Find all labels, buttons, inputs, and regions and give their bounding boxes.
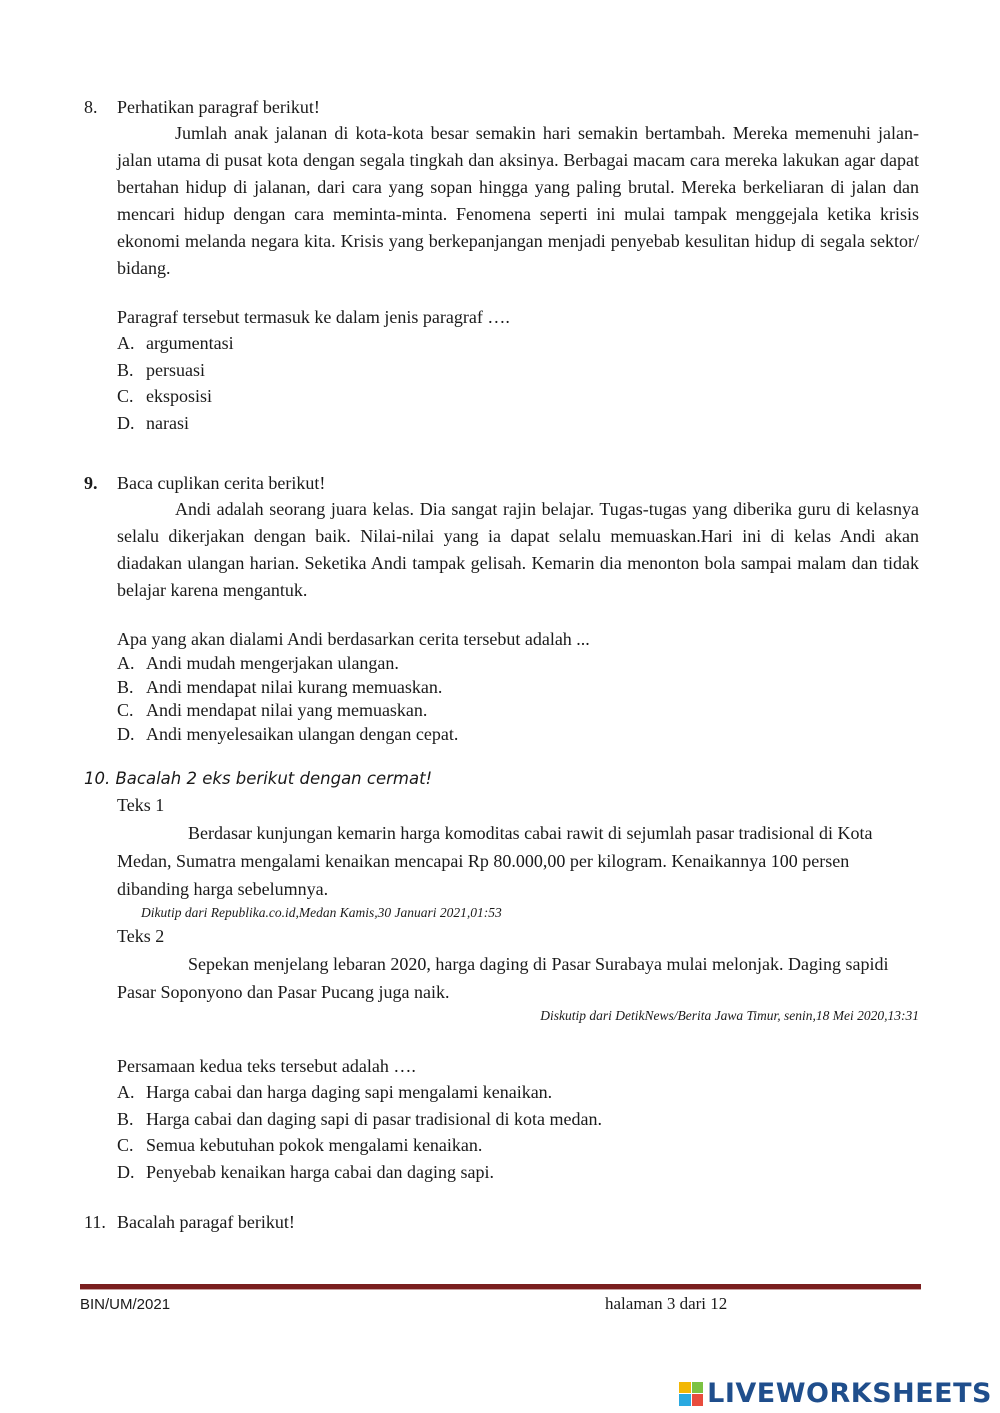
option-text: Semua kebutuhan pokok mengalami kenaikan. [146,1135,483,1155]
teks-1-label: Teks 1 [117,795,165,815]
option-letter: D. [117,723,135,744]
option-letter: B. [117,1108,134,1129]
option-b[interactable] [117,1106,919,1133]
question-number: 9. [84,473,98,493]
question-8 [84,94,919,436]
option-a[interactable] [117,1079,919,1106]
option-text: Andi mudah mengerjakan ulangan. [146,653,399,673]
option-letter: C. [117,700,134,720]
question-9-paragraph: Andi adalah seorang juara kelas. Dia sangat rajin belajar. Tugas-tugas yang diberika guru di kelasnya selalu dikerjakan dengan baik. Nilai-nilai yang ia dapat selalu memuaskan.Hari ini di kelas Andi akan diadakan ulangan harian. Seketika Andi tampak gelisah. Kemarin dia menonton bola sampai malam dan tidak belajar karena mengantuk. [117,499,919,600]
option-a[interactable] [117,652,919,676]
option-text: narasi [146,412,189,433]
option-c[interactable] [117,1132,919,1159]
question-number: 8. [84,97,98,117]
option-text: Harga cabai dan harga daging sapi mengalami kenaikan. [146,1082,553,1102]
option-letter: B. [117,359,134,380]
liveworksheets-logo-icon [679,1382,703,1406]
question-8-prompt: Paragraf tersebut termasuk ke dalam jenis paragraf …. [117,307,510,327]
question-instruction: Bacalah paragaf berikut! [117,1212,295,1232]
option-letter: A. [117,333,135,353]
question-8-heading [84,94,919,120]
option-d[interactable] [117,1159,919,1186]
option-d[interactable] [117,723,919,747]
option-letter: C. [117,386,134,406]
footer-code: BIN/UM/2021 [80,1296,171,1313]
option-text: eksposisi [146,386,213,406]
option-letter: D. [117,412,135,433]
question-8-options [117,330,919,436]
option-text: Penyebab kenaikan harga cabai dan daging sapi. [146,1161,495,1182]
option-letter: C. [117,1135,134,1155]
option-c[interactable] [117,699,919,723]
option-b[interactable] [117,357,919,384]
footer-page-number: halaman 3 dari 12 [605,1294,728,1313]
teks-2-label: Teks 2 [117,926,165,946]
option-letter: A. [117,653,135,673]
teks-1-source: Dikutip dari Republika.co.id,Medan Kamis,30 Januari 2021,01:53 [141,905,502,920]
option-text: Harga cabai dan daging sapi di pasar tradisional di kota medan. [146,1108,603,1129]
option-text: Andi menyelesaikan ulangan dengan cepat. [146,723,459,744]
question-9-options [117,652,919,746]
question-8-paragraph: Jumlah anak jalanan di kota-kota besar semakin hari semakin bertambah. Mereka memenuhi jalan-jalan utama di pusat kota dengan segala tingkah dan aksinya. Berbagai macam cara mereka lakukan agar dapat bertahan hidup di jalanan, dari cara yang sopan hingga yang paling brutal. Mereka berkeliaran di jalan dan mencari hidup dengan cara meminta-minta. Fenomena seperti ini mulai tampak menggejala ketika krisis ekonomi melanda negara kita. Krisis yang berkepanjangan menjadi penyebab kesulitan hidup di segala sektor/ bidang. [117,123,919,278]
teks-1-body: Berdasar kunjungan kemarin harga komoditas cabai rawit di sejumlah pasar tradisional di Kota Medan, Sumatra mengalami kenaikan mencapai Rp 80.000,00 per kilogram. Kenaikannya 100 persen dibanding harga sebelumnya. [117,823,873,899]
question-10-heading: 10. Bacalah 2 eks berikut dengan cermat! [84,769,433,788]
option-letter: A. [117,1082,135,1102]
teks-2-source: Diskutip dari DetikNews/Berita Jawa Timur, senin,18 Mei 2020,13:31 [540,1008,919,1023]
question-number: 11. [84,1212,106,1232]
option-letter: B. [117,676,134,697]
option-text: Andi mendapat nilai yang memuaskan. [146,700,428,720]
option-a[interactable] [117,330,919,357]
teks-2-body: Sepekan menjelang lebaran 2020, harga daging di Pasar Surabaya mulai melonjak. Daging sapidi Pasar Soponyono dan Pasar Pucang juga naik. [117,954,889,1002]
option-text: Andi mendapat nilai kurang memuaskan. [146,676,443,697]
option-text: persuasi [146,359,205,380]
question-10-options [117,1079,919,1185]
brand-name: LIVEWORKSHEETS [707,1378,992,1409]
question-9 [84,470,919,746]
liveworksheets-brand[interactable] [679,1378,992,1409]
question-11 [84,1209,919,1235]
question-10 [84,766,919,1185]
footer-divider [80,1284,921,1290]
question-11-heading [84,1209,919,1235]
option-b[interactable] [117,676,919,700]
option-d[interactable] [117,410,919,437]
question-9-prompt: Apa yang akan dialami Andi berdasarkan cerita tersebut adalah ... [117,629,590,649]
question-instruction: Baca cuplikan cerita berikut! [117,473,326,493]
option-text: argumentasi [146,333,234,353]
question-instruction: Perhatikan paragraf berikut! [117,97,320,117]
option-c[interactable] [117,383,919,410]
question-9-heading [84,470,919,496]
option-letter: D. [117,1161,135,1182]
question-10-prompt: Persamaan kedua teks tersebut adalah …. [117,1056,416,1076]
